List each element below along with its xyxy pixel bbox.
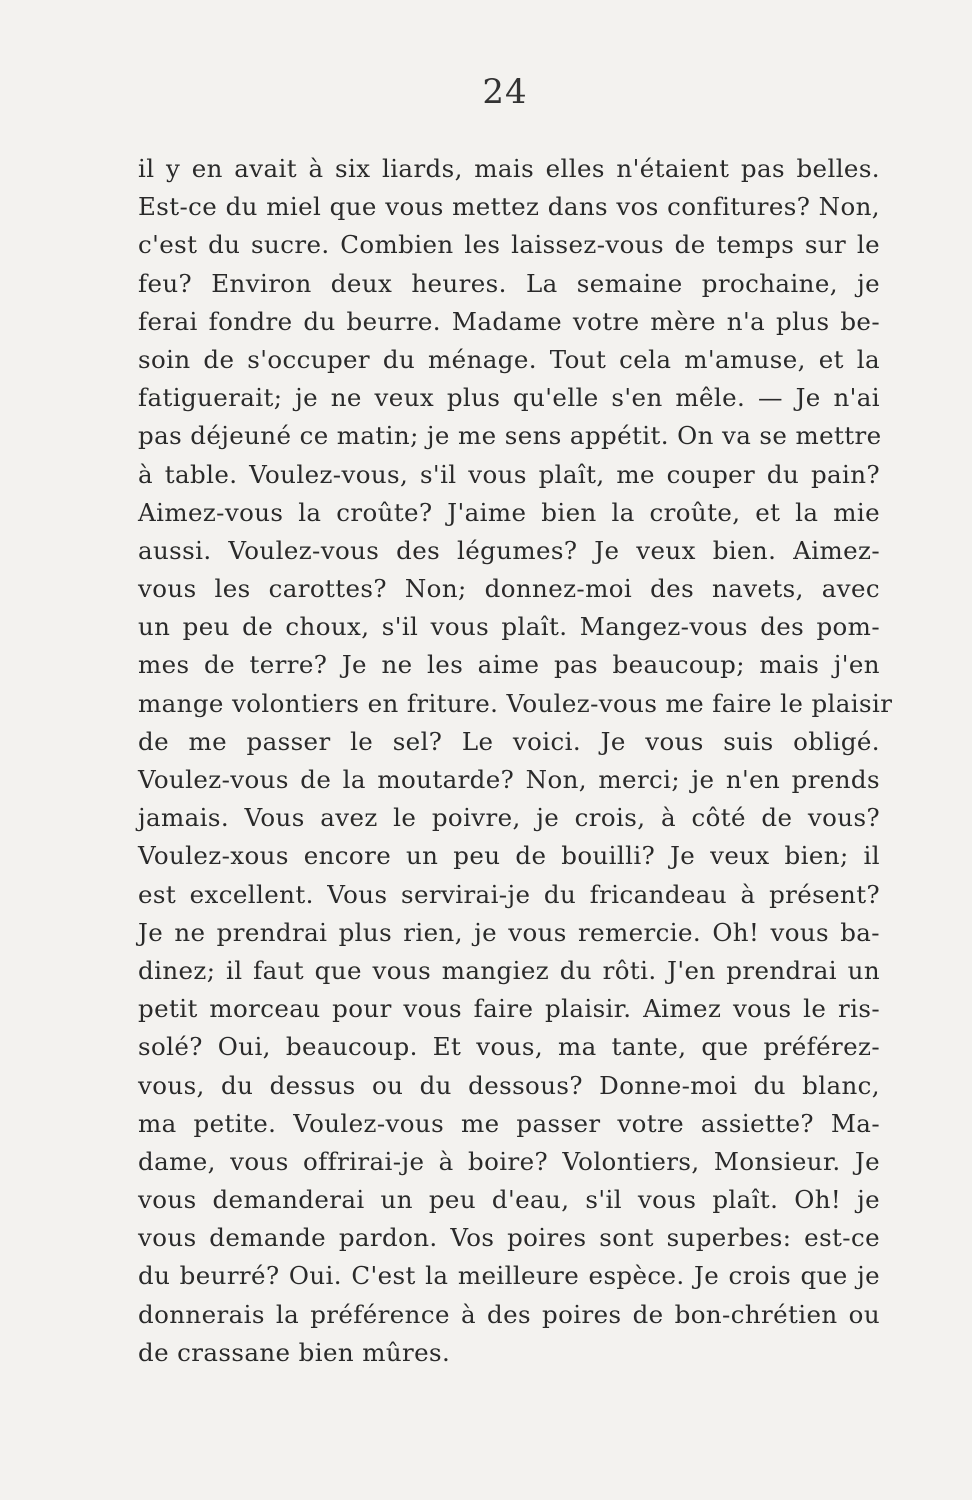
text-line: fatiguerait; je ne veux plus qu'elle s'en mêle. — Je n'ai	[138, 383, 880, 413]
text-line: vous, du dessus ou du dessous? Donne-moi du blanc,	[138, 1070, 880, 1100]
text-line: de me passer le sel? Le voici. Je vous suis obligé.	[138, 726, 880, 756]
text-line: ma petite. Voulez-vous me passer votre assiette? Ma-	[138, 1108, 880, 1138]
text-line: Je ne prendrai plus rien, je vous remercie. Oh! vous ba-	[138, 917, 880, 947]
text-line: de crassane bien mûres.	[138, 1337, 451, 1367]
text-line: jamais. Vous avez le poivre, je crois, à côté de vous?	[138, 803, 880, 833]
text-line: vous demanderai un peu d'eau, s'il vous plaît. Oh! je	[138, 1185, 880, 1215]
text-line: aussi. Voulez-vous des légumes? Je veux bien. Aimez-	[138, 535, 880, 565]
text-line: Aimez-vous la croûte? J'aime bien la croûte, et la mie	[138, 497, 880, 527]
text-line: pas déjeuné ce matin; je me sens appétit. On va se mettre	[138, 421, 882, 451]
text-line: ferai fondre du beurre. Madame votre mère n'a plus be-	[138, 306, 880, 336]
page-number: 24	[482, 72, 528, 112]
text-line: c'est du sucre. Combien les laissez-vous de temps sur le	[138, 230, 880, 260]
body-text	[138, 150, 893, 1372]
text-line: petit morceau pour vous faire plaisir. Aimez vous le ris-	[138, 994, 880, 1024]
text-line: vous les carottes? Non; donnez-moi des navets, avec	[138, 574, 880, 604]
text-line: dinez; il faut que vous mangiez du rôti. J'en prendrai un	[138, 955, 880, 985]
text-line: à table. Voulez-vous, s'il vous plaît, me couper du pain?	[138, 459, 880, 489]
text-line: feu? Environ deux heures. La semaine prochaine, je	[138, 268, 880, 298]
text-line: Voulez-vous de la moutarde? Non, merci; je n'en prends	[138, 765, 880, 794]
text-line: du beurré? Oui. C'est la meilleure espèce. Je crois que je	[138, 1261, 880, 1291]
text-line: mange volontiers en friture. Voulez-vous me faire le plaisir	[138, 688, 893, 718]
text-line: Est-ce du miel que vous mettez dans vos confitures? Non,	[138, 192, 880, 222]
text-line: Voulez-xous encore un peu de bouilli? Je veux bien; il	[138, 841, 880, 871]
text-line: mes de terre? Je ne les aime pas beaucoup; mais j'en	[138, 650, 880, 680]
text-line: un peu de choux, s'il vous plaît. Mangez-vous des pom-	[138, 612, 880, 642]
text-line: soin de s'occuper du ménage. Tout cela m'amuse, et la	[138, 344, 880, 374]
text-line: solé? Oui, beaucoup. Et vous, ma tante, que préférez-	[138, 1032, 880, 1062]
text-line: dame, vous offrirai-je à boire? Volontiers, Monsieur. Je	[138, 1146, 880, 1176]
text-line: donnerais la préférence à des poires de bon-chrétien ou	[138, 1299, 880, 1329]
text-line: est excellent. Vous servirai-je du fricandeau à présent?	[138, 879, 880, 909]
text-line: vous demande pardon. Vos poires sont superbes: est-ce	[138, 1223, 880, 1253]
text-line: il y en avait à six liards, mais elles n'étaient pas belles.	[138, 154, 880, 183]
